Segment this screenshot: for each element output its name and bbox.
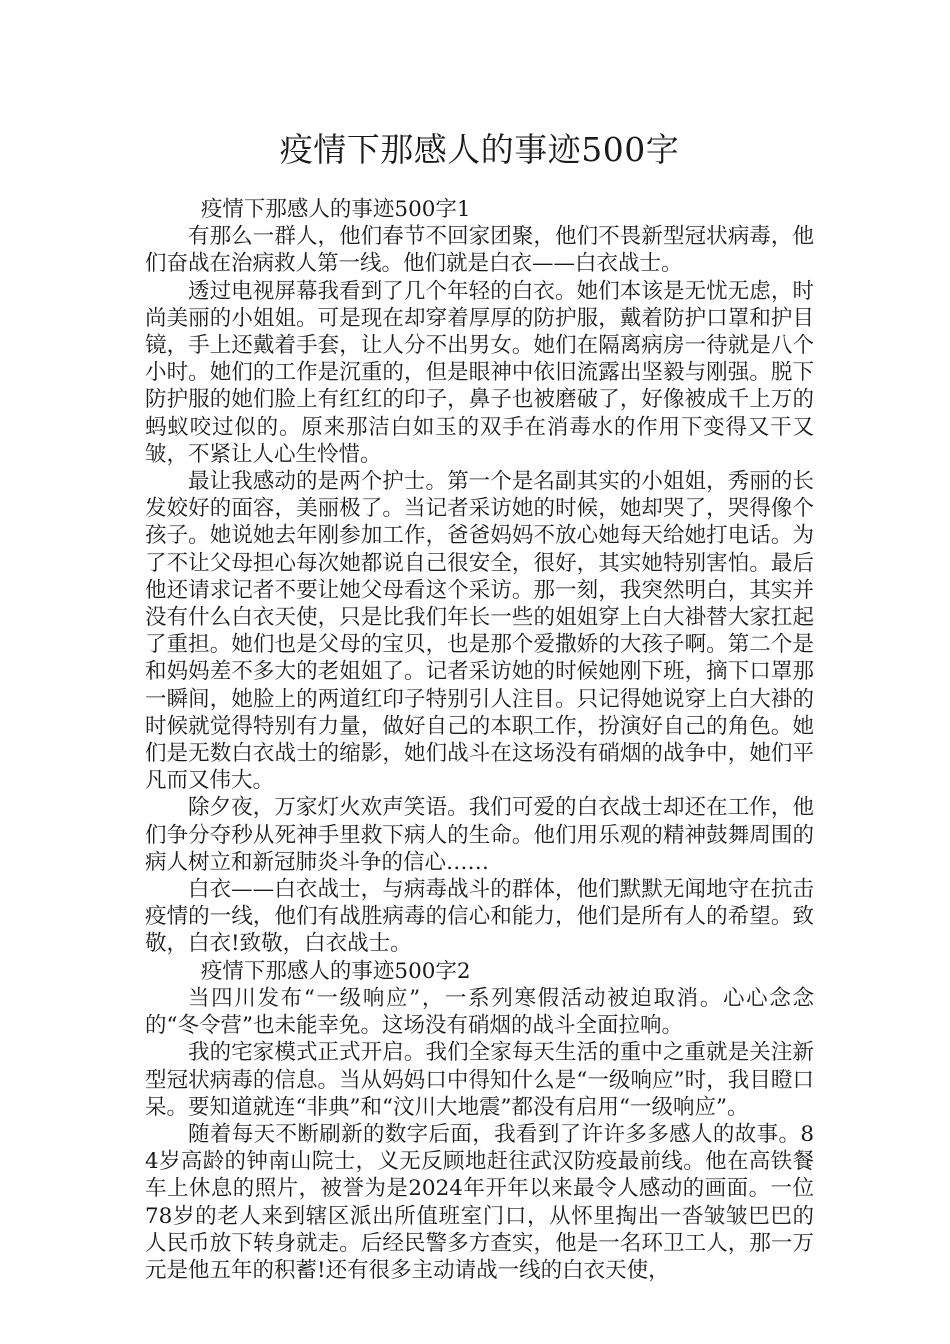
paragraph: 当四川发布“一级响应”，一系列寒假活动被迫取消。心心念念的“冬令营”也未能幸免。这场没有硝烟的战斗全面拉响。 [145,985,814,1039]
paragraph: 我的宅家模式正式开启。我们全家每天生活的重中之重就是关注新型冠状病毒的信息。当从妈妈口中得知什么是“一级响应”时，我目瞪口呆。要知道就连“非典”和“汶川大地震”都没有启用“一级响应”。 [145,1040,814,1120]
paragraph: 最让我感动的是两个护士。第一个是名副其实的小姐姐，秀丽的长发姣好的面容，美丽极了。当记者采访她的时候，她却哭了，哭得像个孩子。她说她去年刚参加工作，爸爸妈妈不放心她每天给她打电话。为了不让父母担心每次她都说自己很安全，很好，其实她特别害怕。最后他还请求记者不要让她父母看这个采访。那一刻，我突然明白，其实并没有什么白衣天使，只是比我们年长一些的姐姐穿上白大褂替大家扛起了重担。她们也是父母的宝贝，也是那个爱撒娇的大孩子啊。第二个是和妈妈差不多大的老姐姐了。记者采访她的时候她刚下班，摘下口罩那一瞬间，她脸上的两道红印子特别引人注目。只记得她说穿上白大褂的时候就觉得特别有力量，做好自己的本职工作，扮演好自己的角色。她们是无数白衣战士的缩影，她们战斗在这场没有硝烟的战争中，她们平凡而又伟大。 [145,469,814,794]
paragraph: 透过电视屏幕我看到了几个年轻的白衣。她们本该是无忧无虑，时尚美丽的小姐姐。可是现在却穿着厚厚的防护服，戴着防护口罩和护目镜，手上还戴着手套，让人分不出男女。她们在隔离病房一待就是八个小时。她们的工作是沉重的，但是眼神中依旧流露出坚毅与刚强。脱下防护服的她们脸上有红红的印子，鼻子也被磨破了，好像被成千上万的蚂蚁咬过似的。原来那洁白如玉的双手在消毒水的作用下变得又干又皱，不紧让人心生怜惜。 [145,278,814,467]
paragraph: 有那么一群人，他们春节不回家团聚，他们不畏新型冠状病毒，他们奋战在治病救人第一线。他们就是白衣——白衣战士。 [145,224,814,277]
paragraph: 白衣——白衣战士，与病毒战斗的群体，他们默默无闻地守在抗击疫情的一线，他们有战胜病毒的信心和能力，他们是所有人的希望。致敬，白衣!致敬，白衣战士。 [145,877,814,957]
paragraph: 除夕夜，万家灯火欢声笑语。我们可爱的白衣战士却还在工作，他们争分夺秒从死神手里救下病人的生命。他们用乐观的精神鼓舞周围的病人树立和新冠肺炎斗争的信心…… [145,795,814,875]
document-body [145,196,814,1284]
document-title: 疫情下那感人的事迹500字 [279,130,680,169]
paragraph: 随着每天不断刷新的数字后面，我看到了许许多多感人的故事。84岁高龄的钟南山院士，义无反顾地赶往武汉防疫最前线。他在高铁餐车上休息的照片，被誉为是2024年开年以来最令人感动的画面。一位78岁的老人来到辖区派出所值班室门口，从怀里掏出一沓皱皱巴巴的人民币放下转身就走。后经民警多方查实，他是一名环卫工人，那一万元是他五年的积蓄!还有很多主动请战一线的白衣天使， [145,1121,814,1283]
section-heading-1: 疫情下那感人的事迹500字1 [200,197,471,222]
section-heading-2: 疫情下那感人的事迹500字2 [200,958,471,984]
